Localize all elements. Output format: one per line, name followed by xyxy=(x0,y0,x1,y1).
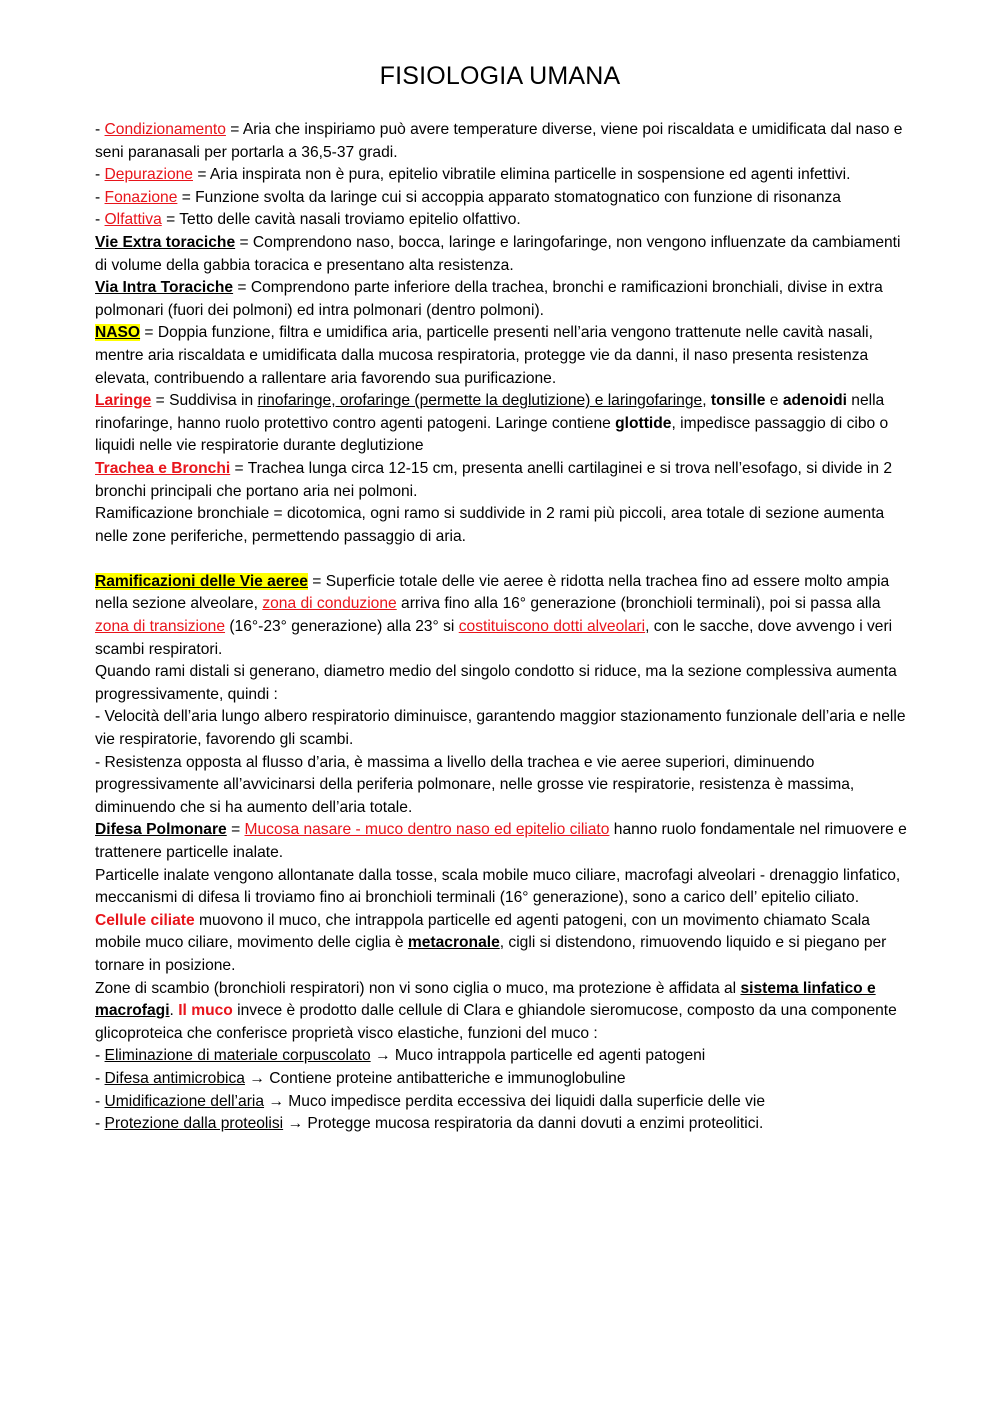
arrow-right-icon: → xyxy=(287,1115,304,1133)
list-item: - Umidificazione dell’aria → Muco impedisce perdita eccessiva dei liquidi dalla superficie delle vie xyxy=(95,1092,766,1110)
arrow-right-icon: → xyxy=(268,1092,284,1110)
term-difesa-polmonare: Difesa Polmonare xyxy=(95,821,227,839)
bullet: - xyxy=(95,211,101,229)
paragraph-olfattiva: - Olfattiva = Tetto delle cavità nasali troviamo epitelio olfattivo. xyxy=(95,211,521,229)
paragraph-depurazione: - Depurazione = Aria inspirata non è pura, epitelio vibratile elimina particelle in sospensione ed agenti infettivi. xyxy=(95,166,851,184)
paragraph-rami-distali: Quando rami distali si generano, diametro medio del singolo condotto si riduce, ma la sezione complessiva aumenta progressivamente, quindi : xyxy=(95,663,897,703)
term-trachea-bronchi: Trachea e Bronchi xyxy=(95,459,231,477)
paragraph-zone-di-scambio: Zone di scambio (bronchioli respiratori) non vi sono ciglia o muco, ma protezione è affidata al sistema linfatico e macrofagi. Il muco invece è prodotto dalle cellule di Clara e ghiandole sieromucose, composto da una componente glicoproteica che conferisce proprietà visco elastiche, funzioni del muco : xyxy=(95,979,897,1042)
term-fonazione: Fonazione xyxy=(104,188,178,206)
paragraph-ramificazioni-vie-aeree: Ramificazioni delle Vie aeree = Superficie totale delle vie aeree è ridotta nella trachea fino ad essere molto ampia nella sezione alveolare, zona di conduzione arriva fino alla 16° generazione (bronchioli terminali), poi si passa alla zona di transizione (16°-23° generazione) alla 23° si costituiscono dotti alveolari, con le sacche, dove avvengo i veri scambi respiratori. xyxy=(95,572,893,658)
paragraph-cellule-ciliate: Cellule ciliate muovono il muco, che intrappola particelle ed agenti patogeni, con un movimento chiamato Scala mobile muco ciliare, movimento delle ciglia è metacronale, cigli si distendono, rimuovendo liquido e si piegano per tornare in posizione. xyxy=(95,911,887,974)
arrow-right-icon: → xyxy=(249,1069,265,1087)
list-item: - Protezione dalla proteolisi → Protegge mucosa respiratoria da danni dovuti a enzimi proteolitici. xyxy=(95,1115,764,1133)
document-body xyxy=(95,119,910,1136)
paragraph-via-intra-toraciche: Via Intra Toraciche = Comprendono parte inferiore della trachea, bronchi e ramificazioni bronchiali, divise in extra polmonari (fuori dei polmoni) ed intra polmonari (dentro polmoni). xyxy=(95,279,883,319)
paragraph-ramificazione-bronchiale: Ramificazione bronchiale = dicotomica, ogni ramo si suddivide in 2 rami più piccoli, area totale di sezione aumenta nelle zone periferiche, permettendo passaggio di aria. xyxy=(95,505,885,545)
bullet: - xyxy=(95,1115,101,1133)
list-item: - Eliminazione di materiale corpuscolato → Muco intrappola particelle ed agenti patogeni xyxy=(95,1047,706,1065)
bullet: - xyxy=(95,1092,101,1110)
paragraph-vie-extra-toraciche: Vie Extra toraciche = Comprendono naso, bocca, laringe e laringofaringe, non vengono influenzate da cambiamenti di volume della gabbia toracica e presentano alta resistenza. xyxy=(95,233,901,274)
list-item: - Difesa antimicrobica → Contiene proteine antibatteriche e immunoglobuline xyxy=(95,1069,626,1087)
bullet: - xyxy=(95,1047,101,1065)
document-title: FISIOLOGIA UMANA xyxy=(379,62,621,90)
term-naso: NASO xyxy=(95,324,141,342)
bullet: - xyxy=(95,166,101,184)
term-depurazione: Depurazione xyxy=(104,166,193,184)
term-condizionamento: Condizionamento xyxy=(104,121,226,138)
bullet: - xyxy=(95,1069,101,1087)
paragraph-fonazione: - Fonazione = Funzione svolta da laringe cui si accoppia apparato stomatognatico con funzione di risonanza xyxy=(95,188,841,206)
paragraph-resistenza: - Resistenza opposta al flusso d’aria, è massima a livello della trachea e vie aeree superiori, diminuendo progressivamente all’avvicinarsi della periferia polmonare, nelle grosse vie respiratorie, resistenza è massima, diminuendo che si ha aumento dell’aria totale. xyxy=(95,753,855,816)
paragraph-laringe: Laringe = Suddivisa in rinofaringe, orofaringe (permette la deglutizione) e laringofaringe, tonsille e adenoidi nella rinofaringe, hanno ruolo protettivo contro agenti patogeni. Laringe contiene glottide, impedisce passaggio di cibo o liquidi nelle vie respiratorie durante deglutizione xyxy=(95,392,889,455)
term-olfattiva: Olfattiva xyxy=(104,211,162,229)
paragraph-trachea-bronchi: Trachea e Bronchi = Trachea lunga circa 12-15 cm, presenta anelli cartilaginei e si trova nell’esofago, si divide in 2 bronchi principali che portano aria nei polmoni. xyxy=(95,459,893,500)
paragraph-particelle-inalate: Particelle inalate vengono allontanate dalla tosse, scala mobile muco ciliare, macrofagi alveolari - drenaggio linfatico, meccanismi di difesa li troviamo fino ai bronchioli terminali (16° generazione), sono a carico dell’ epitelio ciliato. xyxy=(95,866,901,907)
term-ramificazioni-vie-aeree: Ramificazioni delle Vie aeree xyxy=(95,572,308,590)
blank-line xyxy=(95,548,910,571)
paragraph-condizionamento: - Condizionamento = Aria che inspiriamo può avere temperature diverse, viene poi riscaldata e umidificata dal naso e seni paranasali per portarla a 36,5-37 gradi. xyxy=(95,121,903,161)
term-cellule-ciliate: Cellule ciliate xyxy=(95,911,195,929)
paragraph-velocita-aria: - Velocità dell’aria lungo albero respiratorio diminuisce, garantendo maggior stazionamento funzionale dell’aria e nelle vie respiratorie, favorendo gli scambi. xyxy=(95,708,906,749)
paragraph-difesa-polmonare: Difesa Polmonare = Mucosa nasare - muco dentro naso ed epitelio ciliato hanno ruolo fondamentale nel rimuovere e trattenere particelle inalate. xyxy=(95,821,907,861)
bullet: - xyxy=(95,188,101,206)
term-laringe: Laringe xyxy=(95,392,152,410)
arrow-right-icon: → xyxy=(374,1047,391,1065)
bullet: - xyxy=(95,121,101,138)
term-via-intra-toraciche: Via Intra Toraciche xyxy=(95,279,234,297)
paragraph-naso: NASO = Doppia funzione, filtra e umidifica aria, particelle presenti nell’aria vengono trattenute nelle cavità nasali, mentre aria riscaldata e umidificata dalla mucosa respiratoria, protegge vie da danni, il naso presenta resistenza elevata, contribuendo a rallentare aria favorendo sua purificazione. xyxy=(95,324,873,387)
term-vie-extra-toraciche: Vie Extra toraciche xyxy=(95,233,236,251)
